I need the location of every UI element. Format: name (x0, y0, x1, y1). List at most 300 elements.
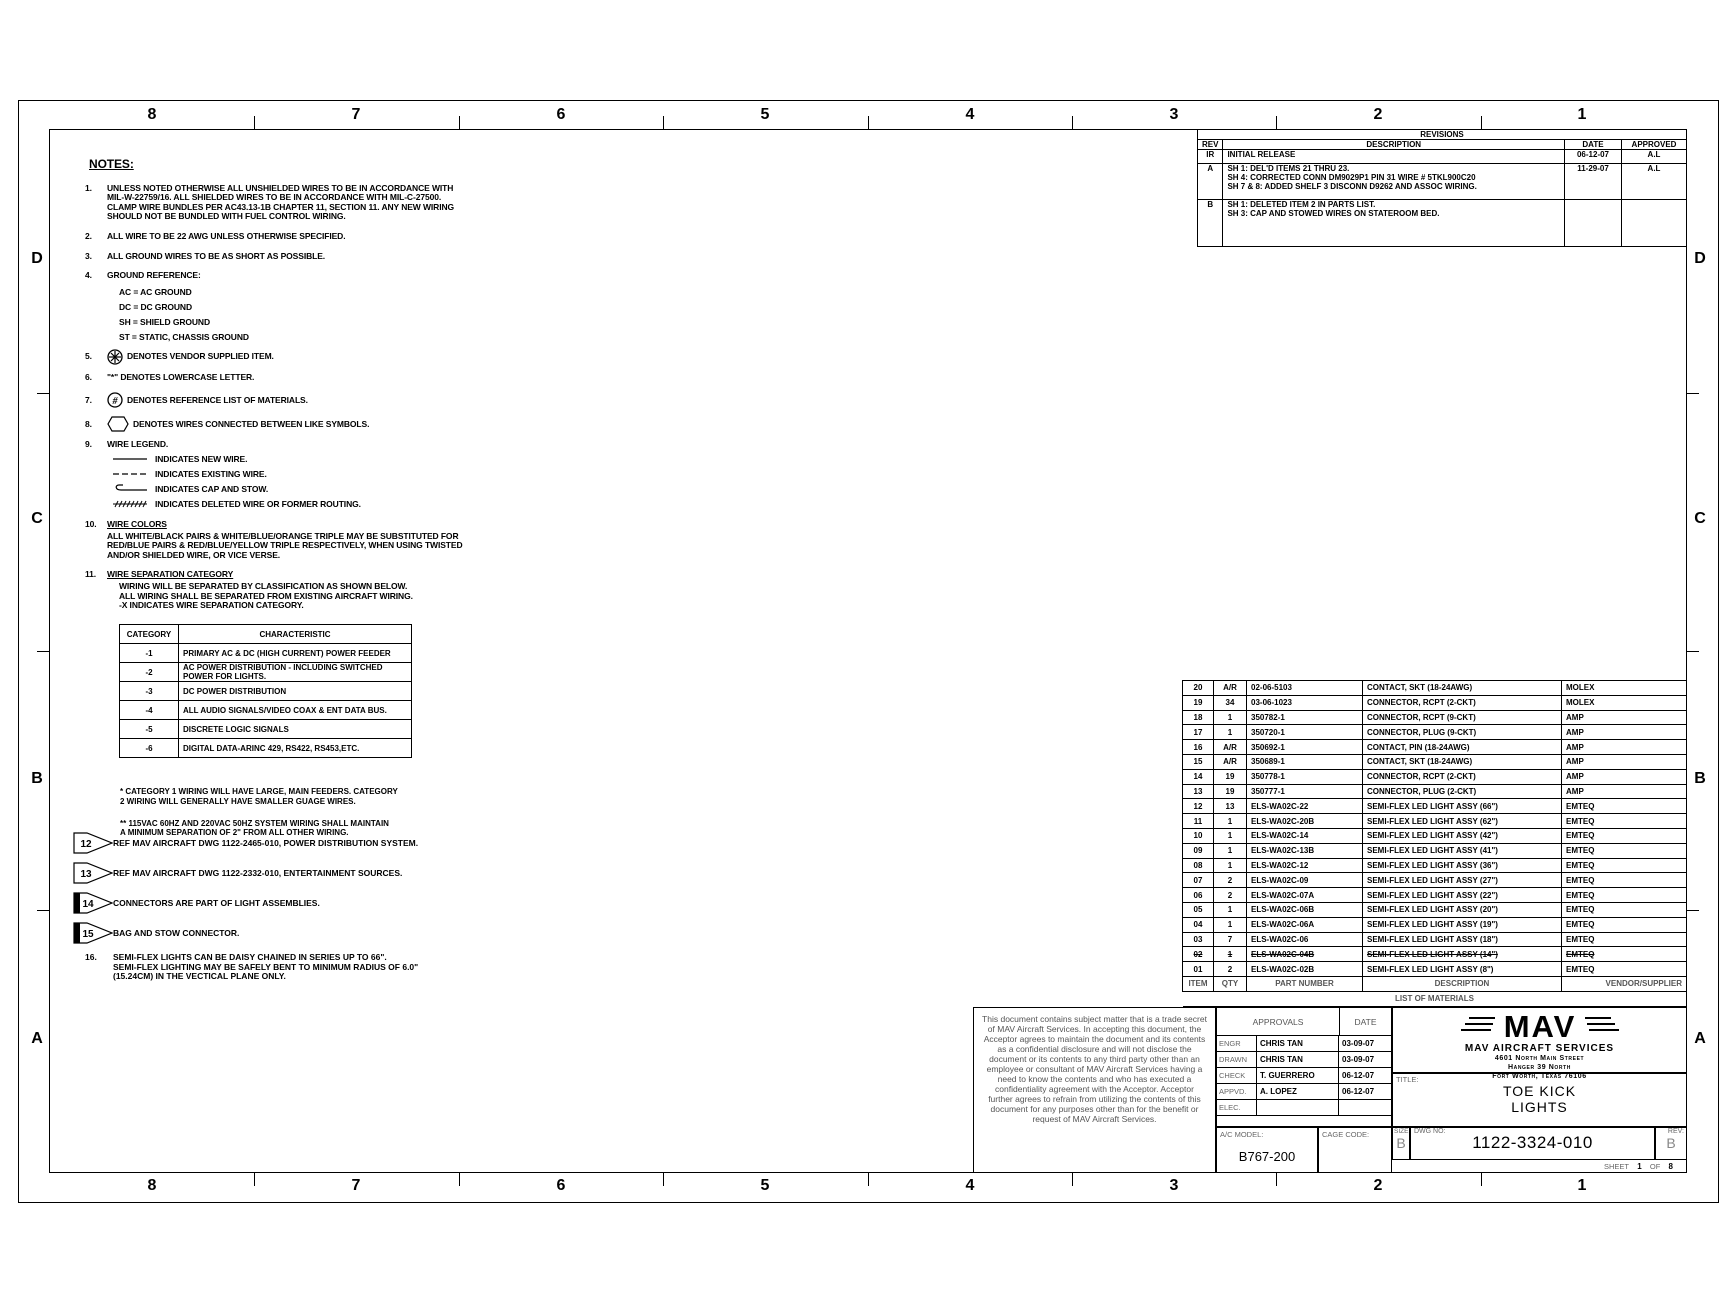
bom-part-number: ELS-WA02C-06B (1247, 902, 1363, 917)
svg-text:MAV: MAV (1503, 1010, 1576, 1040)
dwg-no-value: 1122-3324-010 (1472, 1133, 1593, 1152)
zone-row-label-right: A (1694, 1030, 1706, 1047)
approval-name: T. GUERRERO (1257, 1068, 1339, 1083)
zone-row-label-left: B (31, 770, 43, 787)
svg-text:14: 14 (82, 899, 94, 910)
svg-text:12: 12 (80, 839, 92, 850)
category-code: -3 (120, 682, 179, 701)
table-row (1183, 814, 1687, 829)
legend-deleted-wire: INDICATES DELETED WIRE OR FORMER ROUTING. (113, 497, 505, 512)
bom-part-number: ELS-WA02C-06A (1247, 917, 1363, 932)
bom-quantity: 1 (1214, 858, 1247, 873)
bom-description: CONNECTOR, RCPT (9-CKT) (1363, 710, 1562, 725)
revisions-title: REVISIONS (1198, 130, 1687, 140)
bom-part-number: ELS-WA02C-14 (1247, 828, 1363, 843)
bom-vendor: EMTEQ (1562, 888, 1687, 903)
bom-description: SEMI-FLEX LED LIGHT ASSY (41") (1363, 843, 1562, 858)
approval-date: 03-09-07 (1342, 1039, 1375, 1048)
sheet-number: 1 (1637, 1162, 1642, 1171)
bom-vendor: EMTEQ (1562, 947, 1687, 962)
revision-date: 06-12-07 (1565, 150, 1622, 164)
bom-part-number: 02-06-5103 (1247, 681, 1363, 696)
category-characteristic: DC POWER DISTRIBUTION (179, 682, 412, 701)
category-characteristic: DIGITAL DATA-ARINC 429, RS422, RS453,ETC. (179, 739, 412, 758)
svg-text:13: 13 (80, 869, 92, 880)
approvals-box (1216, 1007, 1392, 1127)
revision-row (1198, 150, 1687, 164)
revision-date: 11-29-07 (1565, 164, 1622, 200)
approval-date: 06-12-07 (1342, 1071, 1375, 1080)
category-characteristic: DISCRETE LOGIC SIGNALS (179, 720, 412, 739)
bom-quantity: A/R (1214, 754, 1247, 769)
zone-column-label-bottom: 5 (760, 1177, 770, 1194)
bom-item-number: 09 (1183, 843, 1214, 858)
svg-text:15: 15 (82, 929, 94, 940)
table-header: DESCRIPTION (1223, 140, 1565, 150)
revisions-table (1197, 129, 1687, 247)
bom-vendor: MOLEX (1562, 681, 1687, 696)
bom-item-number: 07 (1183, 873, 1214, 888)
bom-vendor: EMTEQ (1562, 902, 1687, 917)
table-row (120, 663, 412, 682)
table-row (1183, 843, 1687, 858)
revision-rev: A (1198, 164, 1223, 200)
table-row (1183, 888, 1687, 903)
note-5: 5. DENOTES VENDOR SUPPLIED ITEM. (85, 349, 505, 365)
zone-row-label-left: C (31, 510, 43, 527)
note-9: 9. WIRE LEGEND. (85, 439, 169, 450)
title-box (1392, 1073, 1687, 1127)
table-row (1183, 740, 1687, 755)
revision-approved: A.L (1622, 150, 1687, 164)
cage-code-box (1318, 1127, 1392, 1173)
zone-tick (1481, 116, 1482, 129)
approvals-date-label: DATE (1354, 1016, 1377, 1027)
bom-description: CONTACT, PIN (18-24AWG) (1363, 740, 1562, 755)
bom-part-number: 350720-1 (1247, 725, 1363, 740)
ref-note-13: 13 REF MAV AIRCRAFT DWG 1122-2332-010, ENTERTAINMENT SOURCES. (73, 862, 418, 884)
notes-title: NOTES: (89, 157, 134, 171)
zone-column-label-bottom: 2 (1373, 1177, 1383, 1194)
bom-item-number: 03 (1183, 932, 1214, 947)
bom-description: SEMI-FLEX LED LIGHT ASSY (14") (1363, 947, 1562, 962)
note-16: 16. SEMI-FLEX LIGHTS CAN BE DAISY CHAINED IN SERIES UP TO 66". SEMI-FLEX LIGHTING MAY BE SAFELY BENT TO MINIMUM RADIUS OF 6.0" (15.24CM) IN THE VECTICAL PLANE ONLY. (85, 952, 419, 982)
approval-row (1217, 1052, 1391, 1068)
table-row (1183, 962, 1687, 977)
bom-description: SEMI-FLEX LED LIGHT ASSY (66") (1363, 799, 1562, 814)
dwg-no-box (1410, 1127, 1655, 1160)
bom-part-number: ELS-WA02C-07A (1247, 888, 1363, 903)
wire-legend (113, 452, 505, 512)
table-header: CHARACTERISTIC (179, 625, 412, 644)
zone-column-label-top: 1 (1577, 106, 1587, 123)
table-row (1183, 858, 1687, 873)
approval-role: ENGR (1217, 1036, 1257, 1051)
zone-column-label-bottom: 3 (1169, 1177, 1179, 1194)
bom-caption: LIST OF MATERIALS (1183, 991, 1687, 1006)
bom-quantity: 2 (1214, 873, 1247, 888)
company-address-2: Hanger 39 North (1507, 1064, 1571, 1071)
category-code: -2 (120, 663, 179, 682)
bom-description: CONNECTOR, PLUG (2-CKT) (1363, 784, 1562, 799)
bom-item-number: 01 (1183, 962, 1214, 977)
zone-tick (868, 1173, 869, 1186)
table-row (120, 701, 412, 720)
bom-vendor: EMTEQ (1562, 843, 1687, 858)
rev-box (1655, 1127, 1687, 1160)
zone-column-label-bottom: 7 (351, 1177, 361, 1194)
company-address-3: Fort Worth, Texas 76106 (1492, 1073, 1587, 1080)
bom-vendor: AMP (1562, 769, 1687, 784)
bom-quantity: A/R (1214, 681, 1247, 696)
category-characteristic: PRIMARY AC & DC (HIGH CURRENT) POWER FEEDER (179, 644, 412, 663)
approval-row (1217, 1036, 1391, 1052)
zone-tick (663, 116, 664, 129)
zone-tick (37, 393, 49, 394)
bom-part-number: ELS-WA02C-12 (1247, 858, 1363, 873)
approvals-label: APPROVALS (1217, 1008, 1340, 1035)
revision-desc: SH 1: DELETED ITEM 2 IN PARTS LIST. SH 3: CAP AND STOWED WIRES ON STATEROOM BED. (1223, 200, 1565, 247)
zone-row-label-right: C (1694, 510, 1706, 527)
table-header: VENDOR/SUPPLIER (1562, 976, 1687, 991)
table-row (120, 682, 412, 701)
approval-row (1217, 1100, 1391, 1116)
revision-rev: B (1198, 200, 1223, 247)
bom-description: SEMI-FLEX LED LIGHT ASSY (27") (1363, 873, 1562, 888)
bom-item-number: 13 (1183, 784, 1214, 799)
revision-row (1198, 164, 1687, 200)
table-row (1183, 695, 1687, 710)
table-header: APPROVED (1622, 140, 1687, 150)
bom-description: SEMI-FLEX LED LIGHT ASSY (20") (1363, 902, 1562, 917)
note-11: 11. WIRE SEPARATION CATEGORY (85, 569, 234, 580)
zone-tick (1072, 1173, 1073, 1186)
zone-tick (1687, 393, 1699, 394)
bom-item-number: 12 (1183, 799, 1214, 814)
bom-quantity: 1 (1214, 725, 1247, 740)
bom-part-number: 03-06-1023 (1247, 695, 1363, 710)
bom-vendor: EMTEQ (1562, 873, 1687, 888)
size-box (1392, 1127, 1410, 1160)
note-1: 1. UNLESS NOTED OTHERWISE ALL UNSHIELDED WIRES TO BE IN ACCORDANCE WITH MIL-W-22759/16. ALL SHIELDED WIRES TO BE IN ACCORDANCE WITH MIL-C-27500. CLAMP WIRE BUNDLES PER AC43.13-1B CHAPTER 11, SECTION 11. ANY NEW WIRING SHOULD NOT BE BUNDLED WITH FUEL CONTROL WIRING. (85, 182, 455, 222)
sheet-row: SHEET 1 OF 8 (1603, 1162, 1673, 1171)
bom-item-number: 15 (1183, 754, 1214, 769)
table-row (1183, 902, 1687, 917)
ac-model-box (1216, 1127, 1318, 1173)
bom-quantity: 2 (1214, 888, 1247, 903)
dashed-line-icon (113, 471, 155, 477)
list-of-materials-table (1182, 680, 1687, 1007)
revision-rev: IR (1198, 150, 1223, 164)
table-row (120, 644, 412, 663)
bom-part-number: ELS-WA02C-02B (1247, 962, 1363, 977)
approval-name (1257, 1100, 1339, 1115)
solid-line-icon (113, 456, 155, 462)
bom-item-number: 06 (1183, 888, 1214, 903)
category-code: -4 (120, 701, 179, 720)
table-row (1183, 828, 1687, 843)
table-row (1183, 754, 1687, 769)
reference-notes (73, 832, 418, 952)
bom-part-number: ELS-WA02C-22 (1247, 799, 1363, 814)
bom-quantity: 13 (1214, 799, 1247, 814)
sheet-total: 8 (1668, 1162, 1673, 1171)
table-row (1183, 710, 1687, 725)
size-label: SIZE (1394, 1128, 1409, 1135)
title-label: TITLE: (1396, 1075, 1419, 1084)
bom-vendor: MOLEX (1562, 695, 1687, 710)
ref-flag-icon (73, 922, 113, 944)
bom-part-number: 350782-1 (1247, 710, 1363, 725)
vendor-supplied-symbol-icon (107, 349, 123, 365)
table-row (120, 720, 412, 739)
bom-vendor: AMP (1562, 740, 1687, 755)
note-10: 10. WIRE COLORS (85, 518, 167, 529)
revision-desc: SH 1: DEL'D ITEMS 21 THRU 23. SH 4: CORRECTED CONN DM9029P1 PIN 31 WIRE # 5TKL900C20 SH 7 & 8: ADDED SHELF 3 DISCONN D9262 AND ASSOC WIRING. (1223, 164, 1565, 200)
table-row (1183, 769, 1687, 784)
ground-ref-item: AC = AC GROUND (119, 286, 192, 297)
approval-name: A. LOPEZ (1257, 1084, 1339, 1099)
hatched-line-icon (113, 500, 155, 508)
bom-part-number: ELS-WA02C-04B (1247, 947, 1363, 962)
zone-column-label-bottom: 6 (556, 1177, 566, 1194)
approval-date: 06-12-07 (1342, 1087, 1375, 1096)
note-4: 4. GROUND REFERENCE: (85, 270, 201, 281)
bom-vendor: EMTEQ (1562, 858, 1687, 873)
category-code: -1 (120, 644, 179, 663)
bom-description: SEMI-FLEX LED LIGHT ASSY (18") (1363, 932, 1562, 947)
dwg-no-label: DWG NO: (1414, 1128, 1446, 1135)
bom-item-number: 16 (1183, 740, 1214, 755)
ref-flag-icon (73, 832, 113, 854)
bom-quantity: 1 (1214, 710, 1247, 725)
approval-name: CHRIS TAN (1257, 1036, 1339, 1051)
bom-vendor: EMTEQ (1562, 962, 1687, 977)
proprietary-box: This document contains subject matter that is a trade secret of MAV Aircraft Services. In accepting this document, the Acceptor agrees to maintain the document and its contents as a confidential disclosure and will not disclose the document or its contents to any third party other than an employee or consultant of MAV Aircraft Services having a need to know the contents and who has executed a confidentiality agreement with the Acceptor. Acceptor further agrees to refrain from utilizing the contents of this document for any purposes other than for the benefit or request of MAV Aircraft Services. (973, 1007, 1216, 1173)
bom-vendor: EMTEQ (1562, 828, 1687, 843)
bom-description: SEMI-FLEX LED LIGHT ASSY (8") (1363, 962, 1562, 977)
bom-description: CONNECTOR, RCPT (2-CKT) (1363, 769, 1562, 784)
table-row (1183, 917, 1687, 932)
zone-tick (663, 1173, 664, 1186)
wire-category-table (119, 624, 412, 758)
company-address-1: 4601 North Main Street (1494, 1055, 1585, 1062)
zone-tick (37, 910, 49, 911)
zone-column-label-top: 4 (965, 106, 975, 123)
footnote-2: ** 115VAC 60HZ AND 220VAC 50HZ SYSTEM WIRING SHALL MAINTAIN A MINIMUM SEPARATION OF 2" FROM ALL OTHER WIRING. (120, 819, 389, 838)
bom-item-number: 14 (1183, 769, 1214, 784)
note-2: 2. ALL WIRE TO BE 22 AWG UNLESS OTHERWISE SPECIFIED. (85, 230, 346, 241)
ac-model-label: A/C MODEL: (1220, 1130, 1264, 1139)
cap-stow-line-icon (113, 484, 155, 494)
bom-part-number: 350692-1 (1247, 740, 1363, 755)
bom-description: CONNECTOR, RCPT (2-CKT) (1363, 695, 1562, 710)
ground-reference-list (119, 285, 505, 345)
notes-section (85, 157, 505, 611)
bom-quantity: 2 (1214, 962, 1247, 977)
note-10-text: ALL WHITE/BLACK PAIRS & WHITE/BLUE/ORANGE TRIPLE MAY BE SUBSTITUTED FOR RED/BLUE PAIRS & RED/BLUE/YELLOW TRIPLE RESPECTIVELY, WHEN USING TWISTED AND/OR SHIELDED WIRE, OR VICE VERSE. (107, 530, 463, 560)
zone-tick (1687, 651, 1699, 652)
bom-quantity: 34 (1214, 695, 1247, 710)
category-code: -5 (120, 720, 179, 739)
approval-name: CHRIS TAN (1257, 1052, 1339, 1067)
drawing-title-line-1: TOE KICK (1502, 1083, 1577, 1099)
table-header: REV (1198, 140, 1223, 150)
note-7: 7. # DENOTES REFERENCE LIST OF MATERIALS. (85, 392, 505, 408)
legend-existing-wire: INDICATES EXISTING WIRE. (113, 467, 505, 482)
revision-row (1198, 200, 1687, 247)
zone-column-label-bottom: 1 (1577, 1177, 1587, 1194)
zone-tick (1276, 1173, 1277, 1186)
bom-description: SEMI-FLEX LED LIGHT ASSY (22") (1363, 888, 1562, 903)
ground-ref-item: SH = SHIELD GROUND (119, 316, 211, 327)
ref-note-12: 12 REF MAV AIRCRAFT DWG 1122-2465-010, POWER DISTRIBUTION SYSTEM. (73, 832, 418, 854)
bom-part-number: ELS-WA02C-06 (1247, 932, 1363, 947)
approval-role: CHECK (1217, 1068, 1257, 1083)
bom-item-number: 05 (1183, 902, 1214, 917)
bom-part-number: ELS-WA02C-13B (1247, 843, 1363, 858)
bom-quantity: 1 (1214, 902, 1247, 917)
table-row (1183, 947, 1687, 962)
zone-column-label-top: 7 (351, 106, 361, 123)
zone-column-label-top: 5 (760, 106, 770, 123)
zone-column-label-top: 2 (1373, 106, 1383, 123)
bom-quantity: 19 (1214, 769, 1247, 784)
revision-approved: A.L (1622, 164, 1687, 200)
zone-column-label-top: 6 (556, 106, 566, 123)
approval-role: ELEC. (1217, 1100, 1257, 1115)
table-row (1183, 784, 1687, 799)
ref-note-14: 14 CONNECTORS ARE PART OF LIGHT ASSEMBLIES. (73, 892, 418, 914)
table-row (1183, 873, 1687, 888)
bom-vendor: AMP (1562, 754, 1687, 769)
table-row (1183, 932, 1687, 947)
bom-item-number: 20 (1183, 681, 1214, 696)
bom-vendor: EMTEQ (1562, 932, 1687, 947)
bom-vendor: AMP (1562, 725, 1687, 740)
ac-model-value: B767-200 (1238, 1149, 1296, 1164)
bom-vendor: AMP (1562, 710, 1687, 725)
bom-part-number: 350777-1 (1247, 784, 1363, 799)
bom-quantity: 1 (1214, 843, 1247, 858)
bom-part-number: ELS-WA02C-09 (1247, 873, 1363, 888)
bom-part-number: ELS-WA02C-20B (1247, 814, 1363, 829)
zone-column-label-top: 3 (1169, 106, 1179, 123)
note-11-text: WIRING WILL BE SEPARATED BY CLASSIFICATION AS SHOWN BELOW. ALL WIRING SHALL BE SEPARATED FROM EXISTING AIRCRAFT WIRING. -X INDICATES WIRE SEPARATION CATEGORY. (119, 580, 413, 611)
bom-quantity: 19 (1214, 784, 1247, 799)
bom-description: CONNECTOR, PLUG (9-CKT) (1363, 725, 1562, 740)
zone-column-label-bottom: 4 (965, 1177, 975, 1194)
zone-column-label-top: 8 (147, 106, 157, 123)
bom-description: SEMI-FLEX LED LIGHT ASSY (19") (1363, 917, 1562, 932)
bom-quantity: 1 (1214, 947, 1247, 962)
reference-list-symbol-icon (107, 392, 123, 408)
table-header: PART NUMBER (1247, 976, 1363, 991)
rev-label: REV: (1667, 1128, 1684, 1135)
bom-vendor: AMP (1562, 784, 1687, 799)
revision-date (1565, 200, 1622, 247)
bom-vendor: EMTEQ (1562, 799, 1687, 814)
table-header: DESCRIPTION (1363, 976, 1562, 991)
svg-text:#: # (112, 396, 118, 408)
zone-row-label-left: D (31, 250, 43, 267)
bom-quantity: 1 (1214, 917, 1247, 932)
zone-tick (254, 1173, 255, 1186)
bom-quantity: 1 (1214, 814, 1247, 829)
footnote-1: * CATEGORY 1 WIRING WILL HAVE LARGE, MAIN FEEDERS. CATEGORY 2 WIRING WILL GENERALLY HAVE SMALLER GUAGE WIRES. (120, 787, 398, 806)
bom-item-number: 17 (1183, 725, 1214, 740)
zone-row-label-right: D (1694, 250, 1706, 267)
bom-description: SEMI-FLEX LED LIGHT ASSY (62") (1363, 814, 1562, 829)
approval-date: 03-09-07 (1342, 1055, 1375, 1064)
drawing-title-line-2: LIGHTS (1511, 1099, 1568, 1115)
bom-description: SEMI-FLEX LED LIGHT ASSY (42") (1363, 828, 1562, 843)
ref-flag-icon (73, 862, 113, 884)
bom-vendor: EMTEQ (1562, 814, 1687, 829)
hexagon-symbol-icon (107, 416, 129, 432)
zone-tick (1687, 910, 1699, 911)
table-header: DATE (1565, 140, 1622, 150)
note-3: 3. ALL GROUND WIRES TO BE AS SHORT AS POSSIBLE. (85, 250, 326, 261)
company-name: MAV AIRCRAFT SERVICES (1464, 1043, 1615, 1054)
bom-item-number: 02 (1183, 947, 1214, 962)
zone-tick (37, 651, 49, 652)
table-header: ITEM (1183, 976, 1214, 991)
ground-ref-item: ST = STATIC, CHASSIS GROUND (119, 331, 249, 342)
category-code: -6 (120, 739, 179, 758)
zone-tick (1072, 116, 1073, 129)
table-row (1183, 681, 1687, 696)
zone-tick (1276, 116, 1277, 129)
note-8: 8. DENOTES WIRES CONNECTED BETWEEN LIKE SYMBOLS. (85, 416, 505, 432)
bom-part-number: 350689-1 (1247, 754, 1363, 769)
category-characteristic: ALL AUDIO SIGNALS/VIDEO COAX & ENT DATA BUS. (179, 701, 412, 720)
revision-desc: INITIAL RELEASE (1223, 150, 1565, 164)
bom-item-number: 10 (1183, 828, 1214, 843)
approval-role: APPVD. (1217, 1084, 1257, 1099)
bom-description: SEMI-FLEX LED LIGHT ASSY (36") (1363, 858, 1562, 873)
note-6: 6. "*" DENOTES LOWERCASE LETTER. (85, 371, 255, 382)
mav-logo (1435, 1010, 1645, 1040)
bom-item-number: 18 (1183, 710, 1214, 725)
table-header: QTY (1214, 976, 1247, 991)
zone-tick (459, 1173, 460, 1186)
zone-row-label-right: B (1694, 770, 1706, 787)
bom-part-number: 350778-1 (1247, 769, 1363, 784)
ref-note-15: 15 BAG AND STOW CONNECTOR. (73, 922, 418, 944)
rev-value: B (1666, 1135, 1676, 1151)
ground-ref-item: DC = DC GROUND (119, 301, 192, 312)
legend-cap-stow: INDICATES CAP AND STOW. (113, 482, 505, 497)
bom-item-number: 19 (1183, 695, 1214, 710)
ref-flag-icon (73, 892, 113, 914)
table-row (1183, 799, 1687, 814)
bom-item-number: 11 (1183, 814, 1214, 829)
table-row (120, 739, 412, 758)
legend-new-wire: INDICATES NEW WIRE. (113, 452, 505, 467)
bom-quantity: 1 (1214, 828, 1247, 843)
revision-approved (1622, 200, 1687, 247)
bom-description: CONTACT, SKT (18-24AWG) (1363, 754, 1562, 769)
approval-row (1217, 1084, 1391, 1100)
table-header: CATEGORY (120, 625, 179, 644)
approval-row (1217, 1068, 1391, 1084)
size-value: B (1396, 1135, 1406, 1151)
zone-row-label-left: A (31, 1030, 43, 1047)
zone-tick (1481, 1173, 1482, 1186)
bom-quantity: A/R (1214, 740, 1247, 755)
bom-item-number: 04 (1183, 917, 1214, 932)
